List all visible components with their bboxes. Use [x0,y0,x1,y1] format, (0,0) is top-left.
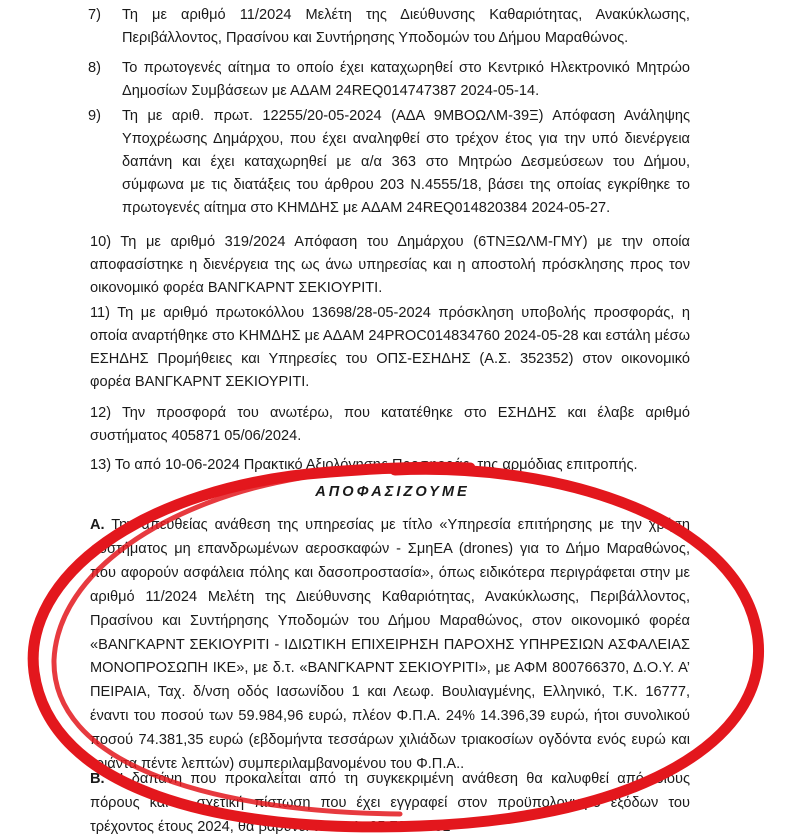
decision-text: Την απευθείας ανάθεση της υπηρεσίας με τίτλο «Υπηρεσία επιτήρησης με την χρήση συστήματος μη επανδρωμένων αεροσκαφών - ΣμηΕΑ (drones) για το Δήμο Μαραθώνος, που αφορούν ασφάλεια πόλης και δασοπροστασία», όπως ειδικότερα περιγράφεται στην με αριθμό 11/2024 Μελέτη της Διεύθυνσης Καθαριότητας, Ανακύκλωσης, Περιβάλλοντος, Πρασίνου και Συντήρησης Υποδομών του Δήμου Μαραθώνος, στον οικονομικό φορέα «ΒΑΝΓΚΑΡΝΤ ΣΕΚΙΟΥΡΙΤΙ - ΙΔΙΩΤΙΚΗ ΕΠΙΧΕΙΡΗΣΗ ΠΑΡΟΧΗΣ ΥΠΗΡΕΣΙΩΝ ΑΣΦΑΛΕΙΑΣ ΜΟΝΟΠΡΟΣΩΠΗ ΙΚΕ», με δ.τ. «ΒΑΝΓΚΑΡΝΤ ΣΕΚΙΟΥΡΙΤΙ», με ΑΦΜ 800766370, Δ.Ο.Υ. Α’ ΠΕΙΡΑΙΑ, Ταχ. δ/νση οδός Ιασωνίδου 1 και Λεωφ. Βουλιαγμένης, Ελληνικό, Τ.Κ. 16777, έναντι του ποσού των 59.984,96 ευρώ, πλέον Φ.Π.Α. 24% 14.396,39 ευρώ, ήτοι συνολικού ποσού 74.381,35 ευρώ (εβδομήντα τεσσάρων χιλιάδων τριακοσίων ογδόντα ενός ευρώ και τριάντα πέντε λεπτών) συμπεριλαμβανομένου του Φ.Π.Α.. [90,517,690,773]
item-text: Τη με αριθ. πρωτ. 12255/20-05-2024 (ΑΔΑ 9ΜΒΟΩΛΜ-39Ξ) Απόφαση Ανάληψης Υποχρέωσης Δημάρχου, που έχει αναληφθεί στο τρέχον έτος για την υπό διενέργεια δαπάνη και έχει καταχωρηθεί με α/α 363 στο Μητρώο Δεσμεύσεων του Δήμου, σύμφωνα με τις διατάξεις του άρθρου 203 Ν.4555/18, βάσει της οποίας εγκρίθηκε το πρωτογενές αίτημα στο ΚΗΜΔΗΣ με ΑΔΑΜ 24REQ014820384 2024-05-27. [122,108,690,216]
item-text: Τη με αριθμό 319/2024 Απόφαση του Δημάρχου (6ΤΝΞΩΛΜ-ΓΜΥ) με την οποία αποφασίστηκε η διενέργεια της ως άνω υπηρεσίας και η αποστολή πρόσκλησης προς τον οικονομικό φορέα ΒΑΝΓΚΑΡΝΤ ΣΕΚΙΟΥΡΙΤΙ. [90,234,690,296]
decision-text: Η δαπάνη που προκαλείται από τη συγκεκριμένη ανάθεση θα καλυφθεί από ιδίους πόρους και η σχετική πίστωση που έχει εγγραφεί στον προϋπολογισμό εξόδων του τρέχοντος έτους 2024, θα βαρύνει τον Κ.Α. 35.7313.001 [90,771,690,835]
item-text: Τη με αριθμό 11/2024 Μελέτη της Διεύθυνσης Καθαριότητας, Ανακύκλωσης, Περιβάλλοντος, Πρασίνου και Συντήρησης Υποδομών του Δήμου Μαραθώνος. [122,7,690,46]
item-number: 13) [90,457,112,473]
item-text: Την προσφορά του ανωτέρω, που κατατέθηκε στο ΕΣΗΔΗΣ και έλαβε αριθμό συστήματος 405871 05/06/2024. [90,405,691,444]
decision-heading: ΑΠΟΦΑΣΙΖΟΥΜΕ [315,484,470,500]
list-item-8 [90,57,690,103]
item-text: Τη με αριθμό πρωτοκόλλου 13698/28-05-2024 πρόσκληση υποβολής προσφοράς, η οποία αναρτήθηκε στο ΚΗΜΔΗΣ με ΑΔΑΜ 24PROC014834760 2024-05-28 και εστάλη μέσω ΕΣΗΔΗΣ Προμήθειες και Υπηρεσίες του ΟΠΣ-ΕΣΗΔΗΣ (Α.Σ. 352352) στον οικονομικό φορέα ΒΑΝΓΚΑΡΝΤ ΣΕΚΙΟΥΡΙΤΙ. [90,305,690,390]
item-number: 9) [88,108,101,124]
item-number: 7) [88,7,101,23]
list-item-10 [90,231,690,300]
decision-label: Α. [90,517,105,533]
item-text: Το πρωτογενές αίτημα το οποίο έχει καταχωρηθεί στο Κεντρικό Ηλεκτρονικό Μητρώο Δημοσίων Συμβάσεων με ΑΔΑΜ 24REQ014747387 2024-05-14. [122,60,690,99]
item-number: 11) [90,305,111,321]
list-item-9 [90,105,690,220]
item-number: 10) [90,234,112,250]
decision-label: Β. [90,771,105,787]
list-item-7 [90,4,690,50]
item-text: Το από 10-06-2024 Πρακτικό Αξιολόγησης Προσφοράς, της αρμόδιας επιτροπής. [114,457,638,473]
decision-b [90,768,690,840]
decision-a [90,514,690,777]
item-number: 12) [90,405,112,421]
list-item-13 [90,454,690,477]
item-number: 8) [88,60,101,76]
list-item-11 [90,302,690,394]
list-item-12 [90,402,690,448]
